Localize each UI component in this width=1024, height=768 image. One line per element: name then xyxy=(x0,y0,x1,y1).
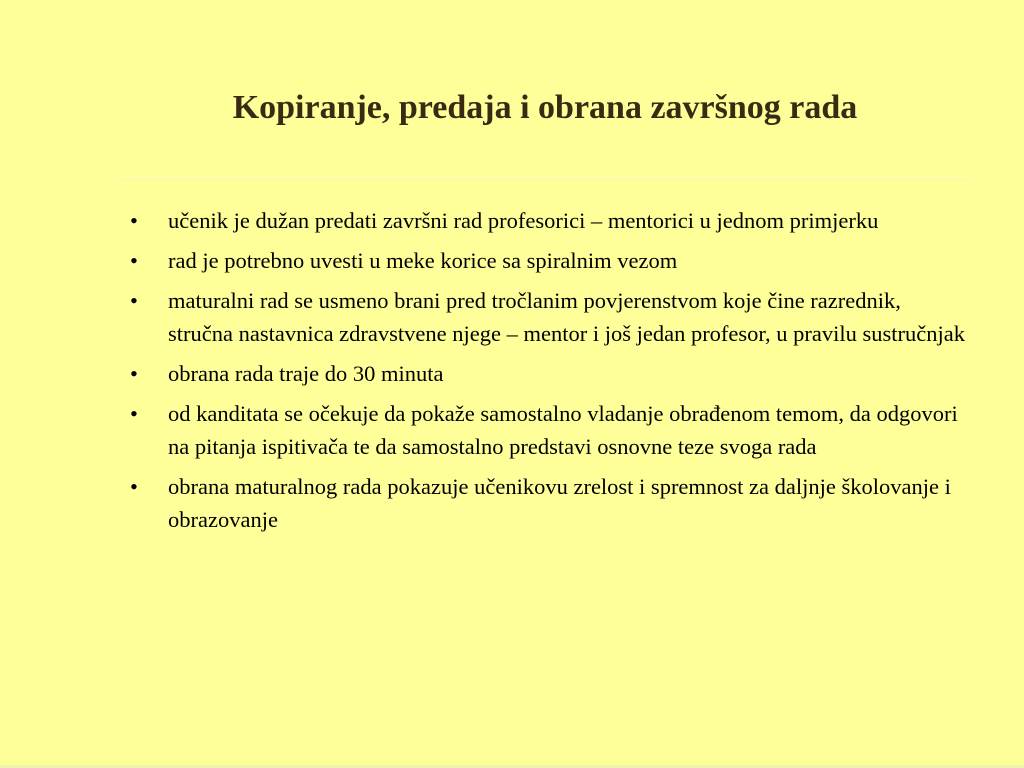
bullet-item xyxy=(130,204,970,237)
bullet-item xyxy=(130,357,970,390)
bullet-item xyxy=(130,284,970,350)
bullet-dot-icon: • xyxy=(130,248,138,273)
bullet-text: rad je potrebno uvesti u meke korice sa spiralnim vezom xyxy=(168,248,678,273)
bullet-text: obrana maturalnog rada pokazuje učenikovu zrelost i spremnost za daljnje školovanje i obrazovanje xyxy=(168,474,951,532)
bullet-item xyxy=(130,244,970,277)
bullet-list xyxy=(130,204,970,543)
bullet-dot-icon: • xyxy=(130,474,138,499)
bullet-text: učenik je dužan predati završni rad profesorici – mentorici u jednom primjerku xyxy=(168,208,879,233)
bullet-dot-icon: • xyxy=(130,361,138,386)
bullet-dot-icon: • xyxy=(130,401,138,426)
slide-title: Kopiranje, predaja i obrana završnog rada xyxy=(232,89,858,126)
bullet-dot-icon: • xyxy=(130,288,138,313)
bullet-dot-icon: • xyxy=(130,208,138,233)
title-divider xyxy=(115,179,972,180)
bullet-item xyxy=(130,470,970,536)
bullet-text: maturalni rad se usmeno brani pred tročlanim povjerenstvom koje čine razrednik, stručna nastavnica zdravstvene njege – mentor i još jedan profesor, u pravilu sustručnjak xyxy=(168,288,965,346)
bullet-item xyxy=(130,397,970,463)
bullet-text: obrana rada traje do 30 minuta xyxy=(168,361,444,386)
bullet-text: od kanditata se očekuje da pokaže samostalno vladanje obrađenom temom, da odgovori na pitanja ispitivača te da samostalno predstavi osnovne teze svoga rada xyxy=(168,401,958,459)
